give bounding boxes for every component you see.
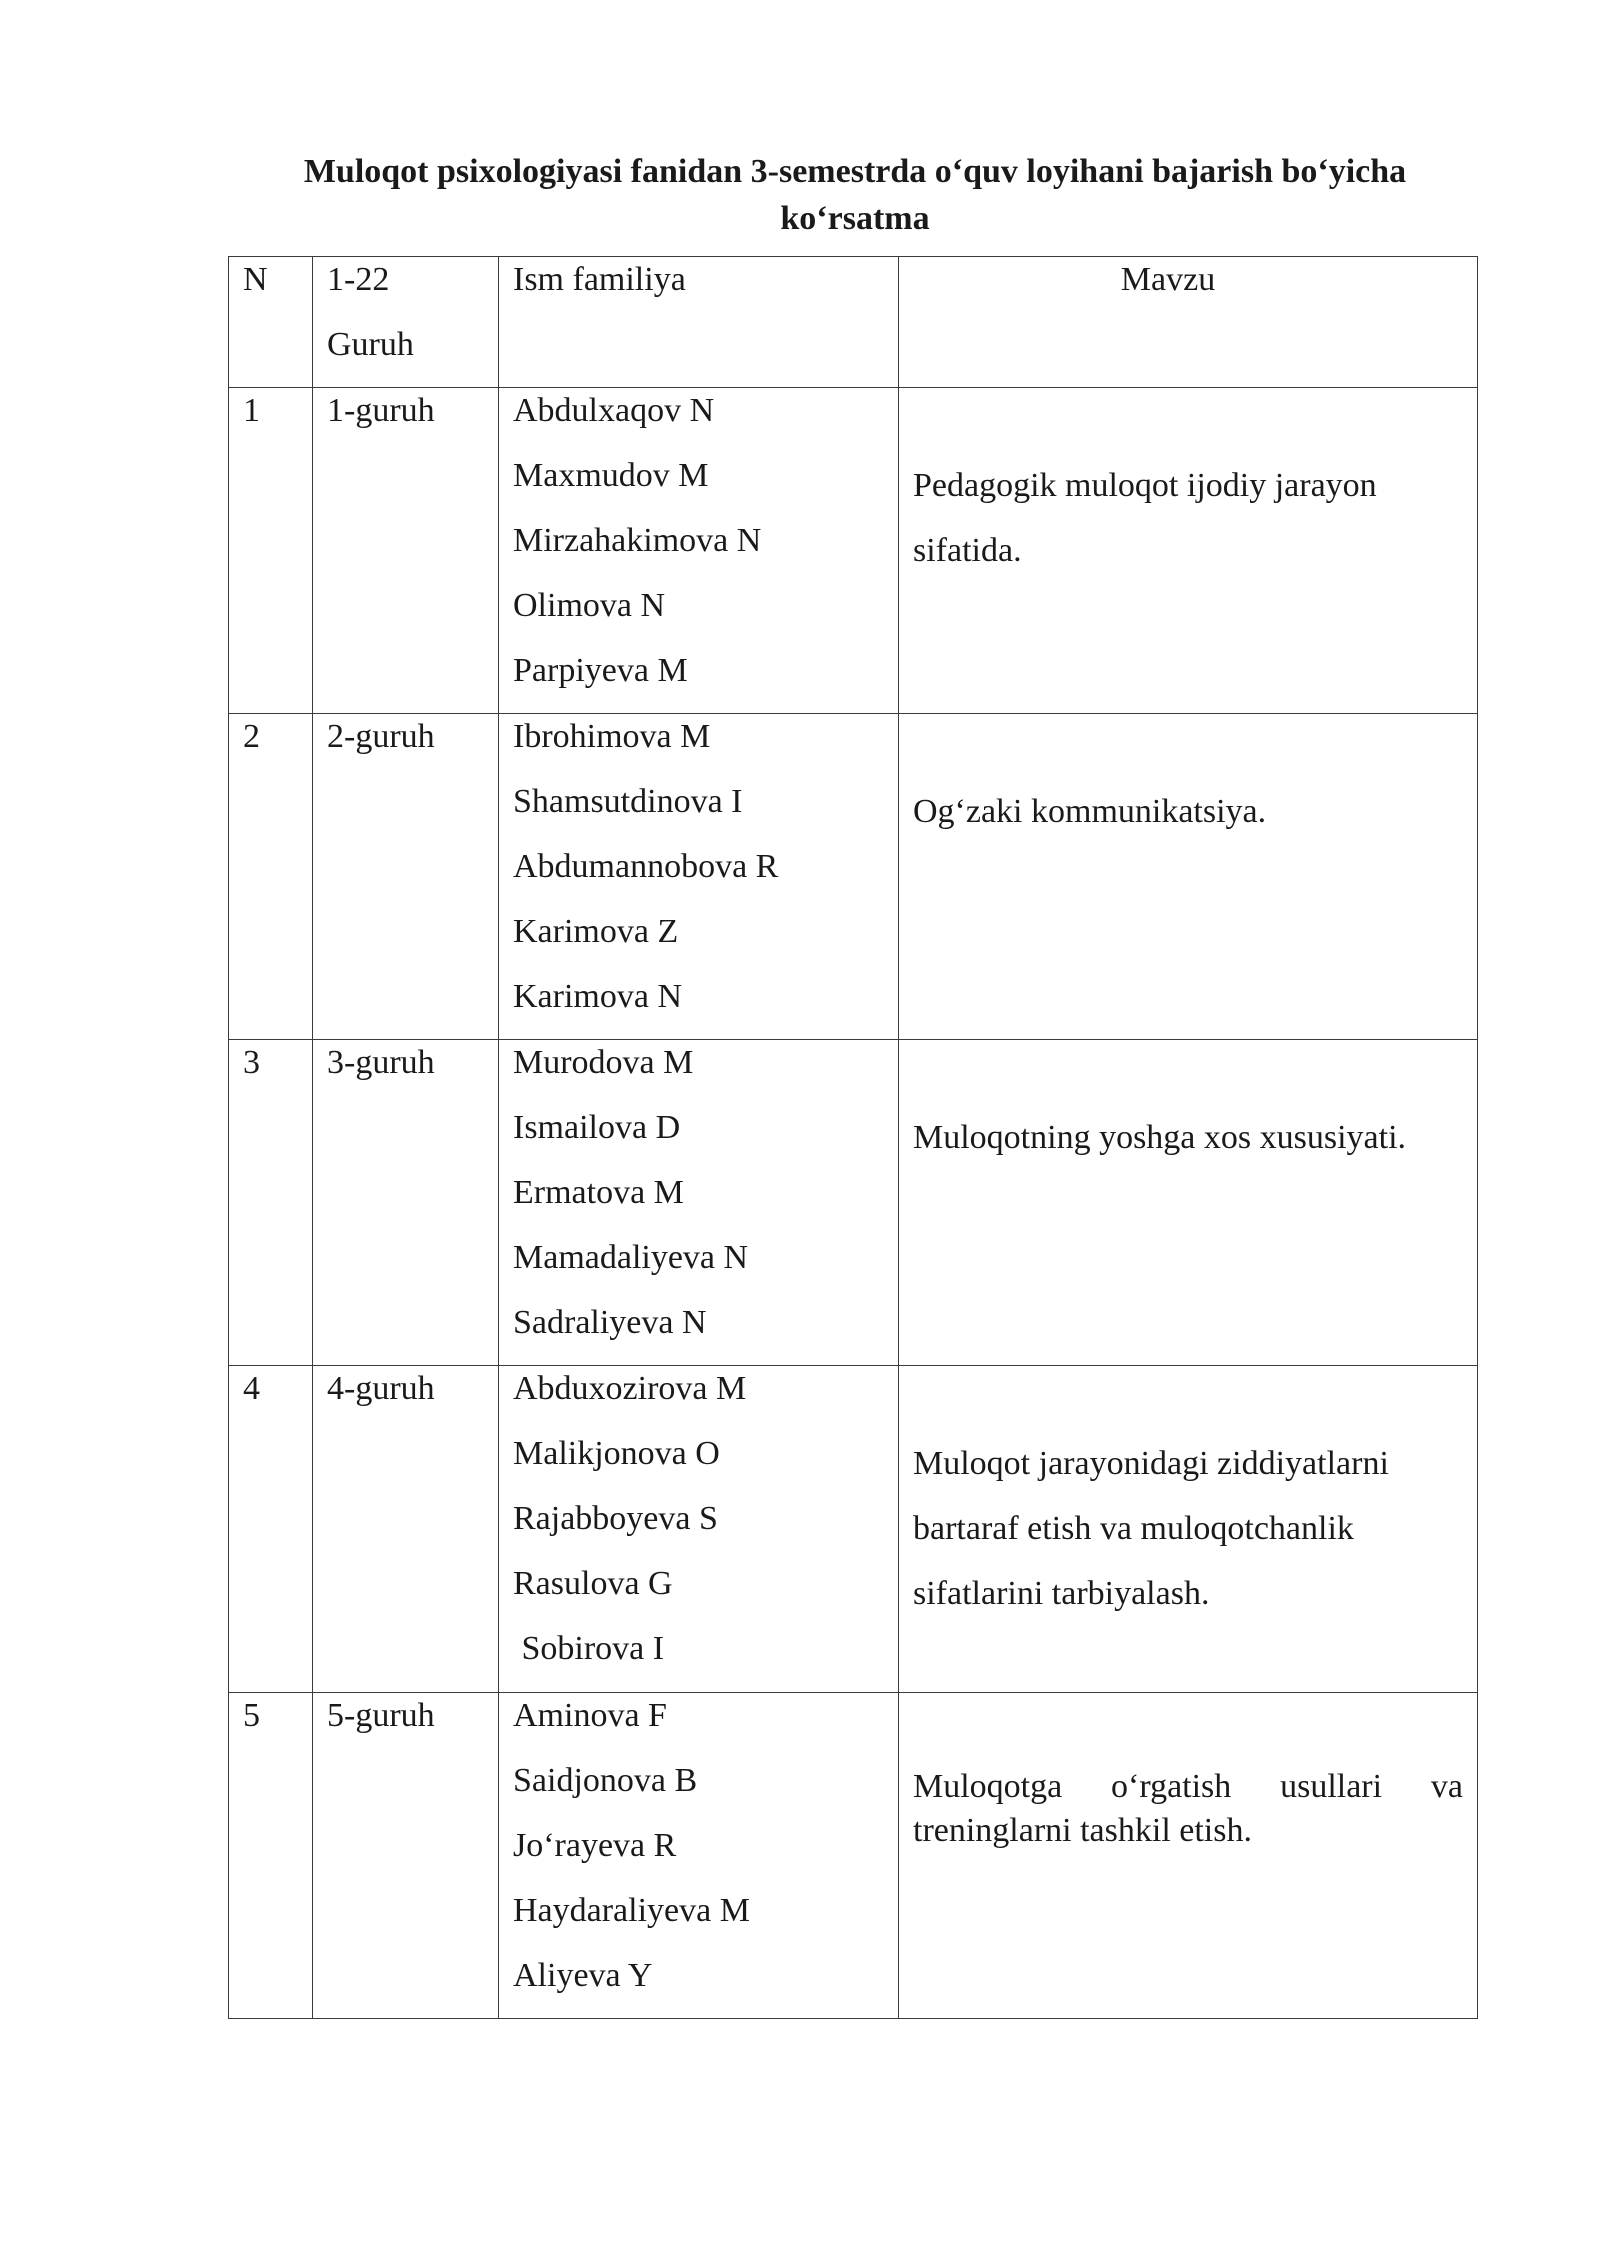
row-number: 1: [229, 388, 313, 714]
assignment-table: [228, 256, 1478, 2019]
student-name: Mirzahakimova N: [513, 522, 762, 559]
student-name: Rasulova G: [513, 1565, 673, 1602]
student-name: Rajabboyeva S: [513, 1500, 718, 1537]
student-name: Abduxozirova M: [513, 1370, 747, 1407]
row-number: 3: [229, 1040, 313, 1366]
student-name: Mamadaliyeva N: [513, 1239, 749, 1276]
student-name: Ermatova M: [513, 1174, 684, 1211]
row-mavzu: Muloqot jarayonidagi ziddiyatlarni bartaraf etish va muloqotchanlik sifatlarini tarbiyalash.: [899, 1366, 1478, 1693]
table-row: [229, 1366, 1478, 1693]
row-names: [499, 1693, 899, 2019]
student-name: Ibrohimova M: [513, 718, 711, 755]
row-mavzu: Muloqotning yoshga xos xususiyati.: [899, 1040, 1478, 1366]
student-name: Maxmudov M: [513, 457, 709, 494]
row-number: 2: [229, 714, 313, 1040]
student-name: Karimova Z: [513, 913, 679, 950]
student-name: Parpiyeva M: [513, 652, 688, 689]
row-guruh: 3-guruh: [313, 1040, 499, 1366]
row-guruh: 2-guruh: [313, 714, 499, 1040]
student-name: Sadraliyeva N: [513, 1304, 707, 1341]
table-row: [229, 1693, 1478, 2019]
row-number: 4: [229, 1366, 313, 1693]
header-guruh: 1-22 Guruh: [313, 257, 499, 388]
row-number: 5: [229, 1693, 313, 2019]
student-name: Haydaraliyeva M: [513, 1892, 750, 1929]
student-name: Olimova N: [513, 587, 666, 624]
student-name: Karimova N: [513, 978, 683, 1015]
row-names: [499, 1366, 899, 1693]
row-guruh: 1-guruh: [313, 388, 499, 714]
row-guruh: 5-guruh: [313, 1693, 499, 2019]
student-name: Shamsutdinova I: [513, 783, 743, 820]
header-ism: Ism familiya: [499, 257, 899, 388]
table-row: [229, 714, 1478, 1040]
row-mavzu: Og‘zaki kommunikatsiya.: [899, 714, 1478, 1040]
student-name: Jo‘rayeva R: [513, 1827, 677, 1864]
header-n: N: [229, 257, 313, 388]
student-name: Abdulxaqov N: [513, 392, 715, 429]
page-title: Muloqot psixologiyasi fanidan 3-semestrda o‘quv loyihani bajarish bo‘yicha ko‘rsatma: [303, 153, 1407, 237]
row-mavzu: Pedagogik muloqot ijodiy jarayon sifatida.: [899, 388, 1478, 714]
student-name: Aminova F: [513, 1697, 667, 1734]
row-names: [499, 1040, 899, 1366]
table-row: [229, 388, 1478, 714]
student-name: Abdumannobova R: [513, 848, 779, 885]
row-mavzu: Muloqotga o‘rgatish usullari va treninglarni tashkil etish.: [899, 1693, 1478, 2019]
row-guruh: 4-guruh: [313, 1366, 499, 1693]
table-header-row: [229, 257, 1478, 388]
student-name: Saidjonova B: [513, 1762, 698, 1799]
header-mavzu: Mavzu: [899, 257, 1478, 388]
student-name: Aliyeva Y: [513, 1957, 653, 1994]
row-names: [499, 714, 899, 1040]
student-name: Malikjonova O: [513, 1435, 720, 1472]
table-row: [229, 1040, 1478, 1366]
student-name: Murodova M: [513, 1044, 694, 1081]
student-name: Sobirova I: [513, 1630, 665, 1667]
row-names: [499, 388, 899, 714]
student-name: Ismailova D: [513, 1109, 681, 1146]
